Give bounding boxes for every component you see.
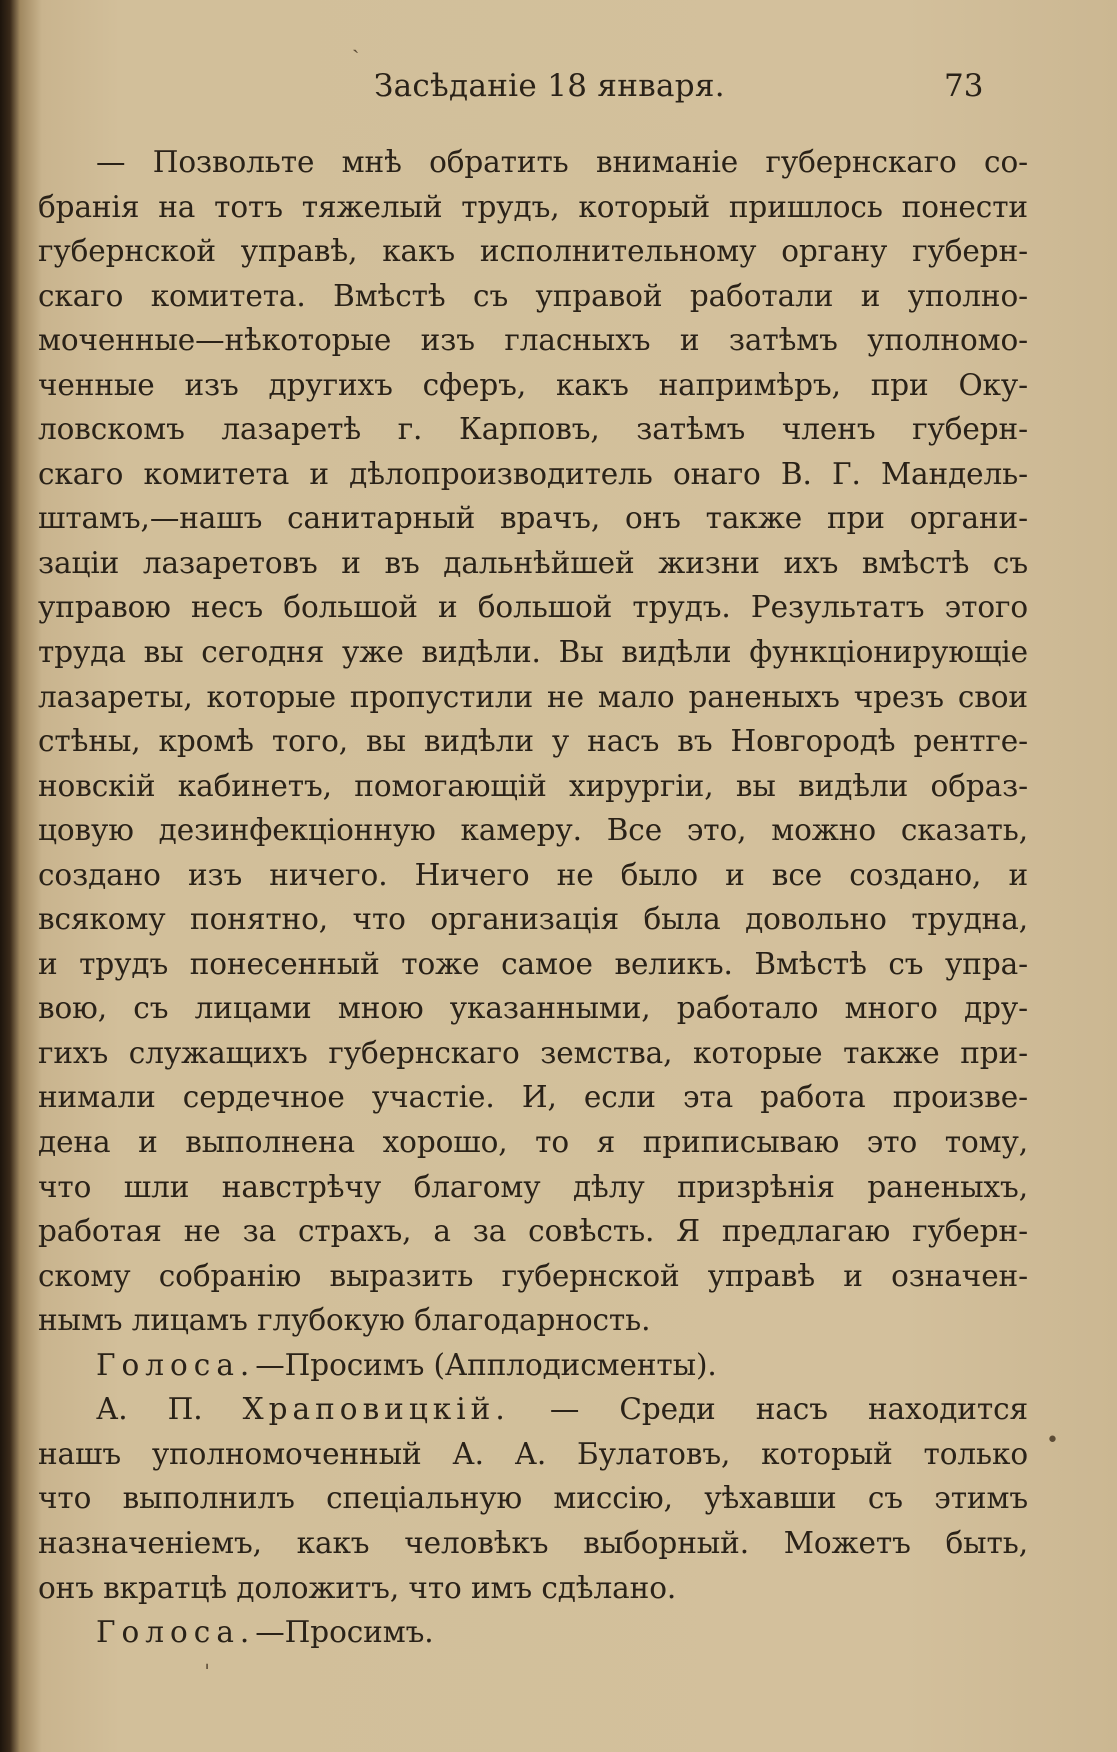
speech-text: — Среди насъ находится: [549, 1392, 1029, 1427]
text-line: назначеніемъ, какъ человѣкъ выборный. Можетъ быть,: [38, 1525, 1028, 1560]
text-line: нимали сердечное участіе. И, если эта работа произве-: [38, 1080, 1028, 1115]
text-line: ченные изъ другихъ сферъ, какъ напримѣръ, при Оку-: [38, 367, 1028, 402]
speech-khrapovitsky-opening: [38, 1387, 1028, 1432]
text-line: всякому понятно, что организація была довольно трудна,: [38, 902, 1028, 937]
remark-voices-1: [38, 1343, 1028, 1388]
text-line: нымъ лицамъ глубокую благодарность.: [38, 1303, 651, 1338]
print-speck: ˎ: [352, 29, 360, 54]
text-line: стѣны, кромѣ того, вы видѣли у насъ въ Новгородѣ рентге-: [38, 724, 1028, 759]
text-line: что выполнилъ спеціальную миссію, уѣхавши съ этимъ: [38, 1481, 1028, 1516]
text-line: гихъ служащихъ губернскаго земства, которые также при-: [38, 1035, 1028, 1070]
remark-voices-2: [38, 1610, 1028, 1655]
text-line: вою, съ лицами мною указанными, работало много дру-: [38, 991, 1028, 1026]
text-line: скому собранію выразить губернской управѣ и означен-: [38, 1258, 1028, 1293]
print-speck: •: [1046, 1428, 1059, 1453]
remark-text: —Просимъ.: [255, 1615, 434, 1650]
text-line: лазареты, которые пропустили не мало раненыхъ чрезъ свои: [38, 679, 1028, 714]
page-number: 73: [944, 68, 984, 104]
text-line: бранія на тотъ тяжелый трудъ, который пришлось понести: [38, 189, 1028, 224]
text-line: что шли навстрѣчу благому дѣлу призрѣнія раненыхъ,: [38, 1169, 1028, 1204]
text-line: труда вы сегодня уже видѣли. Вы видѣли функціонирующіе: [38, 635, 1028, 670]
text-line: новскій кабинетъ, помогающій хирургіи, вы видѣли образ-: [38, 768, 1028, 803]
speaker-name: Храповицкій.: [242, 1392, 510, 1427]
text-line: штамъ,—нашъ санитарный врачъ, онъ также при органи-: [38, 501, 1028, 536]
text-line: управою несъ большой и большой трудъ. Результатъ этого: [38, 590, 1028, 625]
running-title: Засѣданіе 18 января.: [374, 68, 725, 104]
speaker-name: Голоса.: [96, 1615, 256, 1650]
text-line: цовую дезинфекціонную камеру. Все это, можно сказать,: [38, 813, 1028, 848]
print-speck: ˈ: [204, 1662, 211, 1687]
text-line: создано изъ ничего. Ничего не было и все создано, и: [38, 857, 1028, 892]
remark-text: —Просимъ (Апплодисменты).: [255, 1347, 717, 1382]
text-line: скаго комитета. Вмѣстѣ съ управой работали и уполно-: [38, 278, 1028, 313]
text-line: заціи лазаретовъ и въ дальнѣйшей жизни ихъ вмѣстѣ съ: [38, 545, 1028, 580]
text-line: ловскомъ лазаретѣ г. Карповъ, затѣмъ членъ губерн-: [38, 412, 1028, 447]
text-line: губернской управѣ, какъ исполнительному органу губерн-: [38, 234, 1028, 269]
page-body: [38, 140, 1028, 1655]
text-line: — Позвольте мнѣ обратить вниманіе губернскаго со-: [96, 145, 1028, 179]
speaker-initials: А. П.: [96, 1392, 203, 1427]
text-line: скаго комитета и дѣлопроизводитель онаго В. Г. Мандель-: [38, 456, 1028, 491]
text-line: моченные—нѣкоторые изъ гласныхъ и затѣмъ уполномо-: [38, 323, 1028, 358]
text-line: онъ вкратцѣ доложитъ, что имъ сдѣлано.: [38, 1570, 677, 1605]
text-line: работая не за страхъ, а за совѣсть. Я предлагаю губерн-: [38, 1214, 1028, 1249]
text-line: нашъ уполномоченный А. А. Булатовъ, который только: [38, 1436, 1028, 1471]
text-line: дена и выполнена хорошо, то я приписываю это тому,: [38, 1125, 1028, 1160]
speaker-name: Голоса.: [96, 1347, 256, 1382]
text-line: и трудъ понесенный тоже самое великъ. Вмѣстѣ съ упра-: [38, 946, 1028, 981]
page-header: [0, 60, 1117, 110]
